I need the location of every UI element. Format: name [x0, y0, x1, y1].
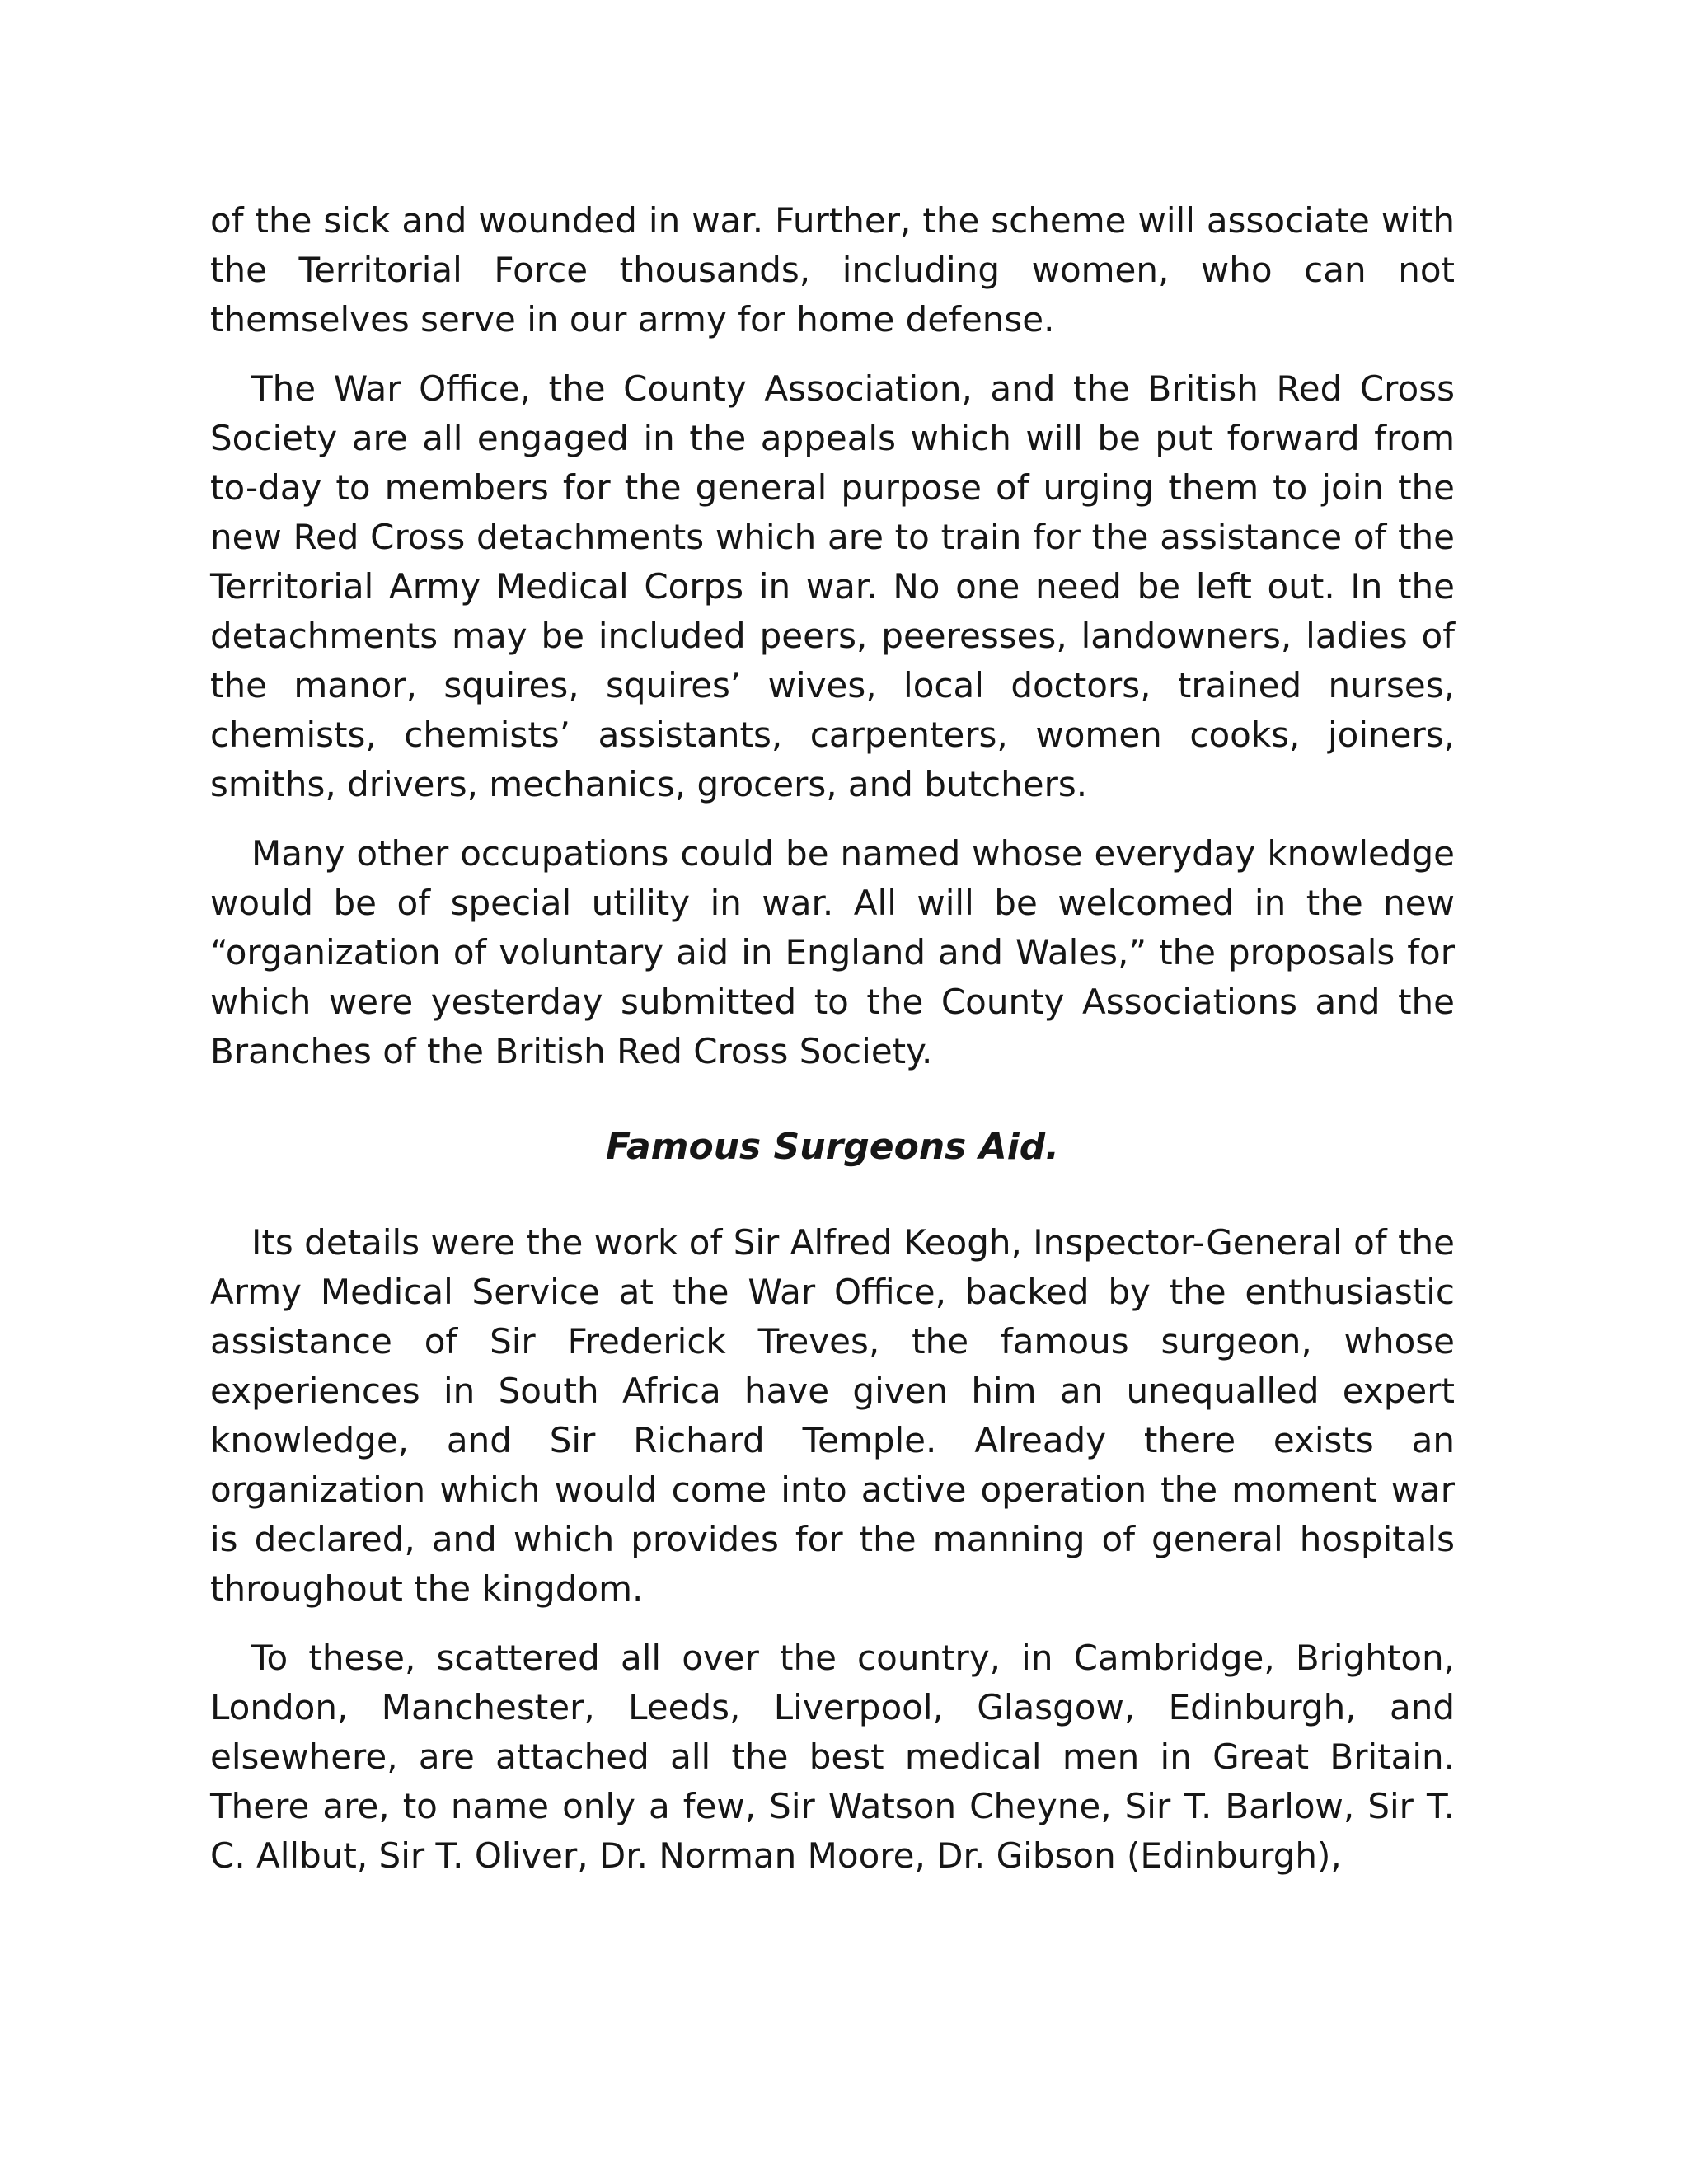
- paragraph-keogh-details: Its details were the work of Sir Alfred Keogh, Inspector-General of the Army Medical Service at the War Office, backed by the enthusiastic assistance of Sir Frederick Treves, the famous surgeon, whose experiences in South Africa have given him an unequalled expert knowledge, and Sir Richard Temple. Already there exists an organization which would come into active operation the moment war is declared, and which provides for the manning of general hospitals throughout the kingdom.: [210, 1222, 1455, 1609]
- paragraph-other-occupations: Many other occupations could be named whose everyday knowledge would be of special utility in war. All will be welcomed in the new “organization of voluntary aid in England and Wales,” the proposals for which were yesterday submitted to the County Associations and the Branches of the British Red Cross Society.: [210, 833, 1455, 1071]
- paragraph-medical-men: To these, scattered all over the country, in Cambridge, Brighton, London, Manchester, Leeds, Liverpool, Glasgow, Edinburgh, and elsewhere, are attached all the best medical men in Great Britain. There are, to name only a few, Sir Watson Cheyne, Sir T. Barlow, Sir T. C. Allbut, Sir T. Oliver, Dr. Norman Moore, Dr. Gibson (Edinburgh),: [210, 1638, 1455, 1876]
- paragraph-continuation: of the sick and wounded in war. Further, the scheme will associate with the Territorial Force thousands, including women, who can not themselves serve in our army for home defense.: [210, 200, 1455, 340]
- paragraph-red-cross-appeal: The War Office, the County Association, and the British Red Cross Society are all engaged in the appeals which will be put forward from to-day to members for the general purpose of urging them to join the new Red Cross detachments which are to train for the assistance of the Territorial Army Medical Corps in war. No one need be left out. In the detachments may be included peers, peeresses, landowners, ladies of the manor, squires, squires’ wives, local doctors, trained nurses, chemists, chemists’ assistants, carpenters, women cooks, joiners, smiths, drivers, mechanics, grocers, and butchers.: [210, 368, 1455, 804]
- section-heading: Famous Surgeons Aid.: [605, 1126, 1060, 1168]
- document-page: [210, 196, 1455, 1900]
